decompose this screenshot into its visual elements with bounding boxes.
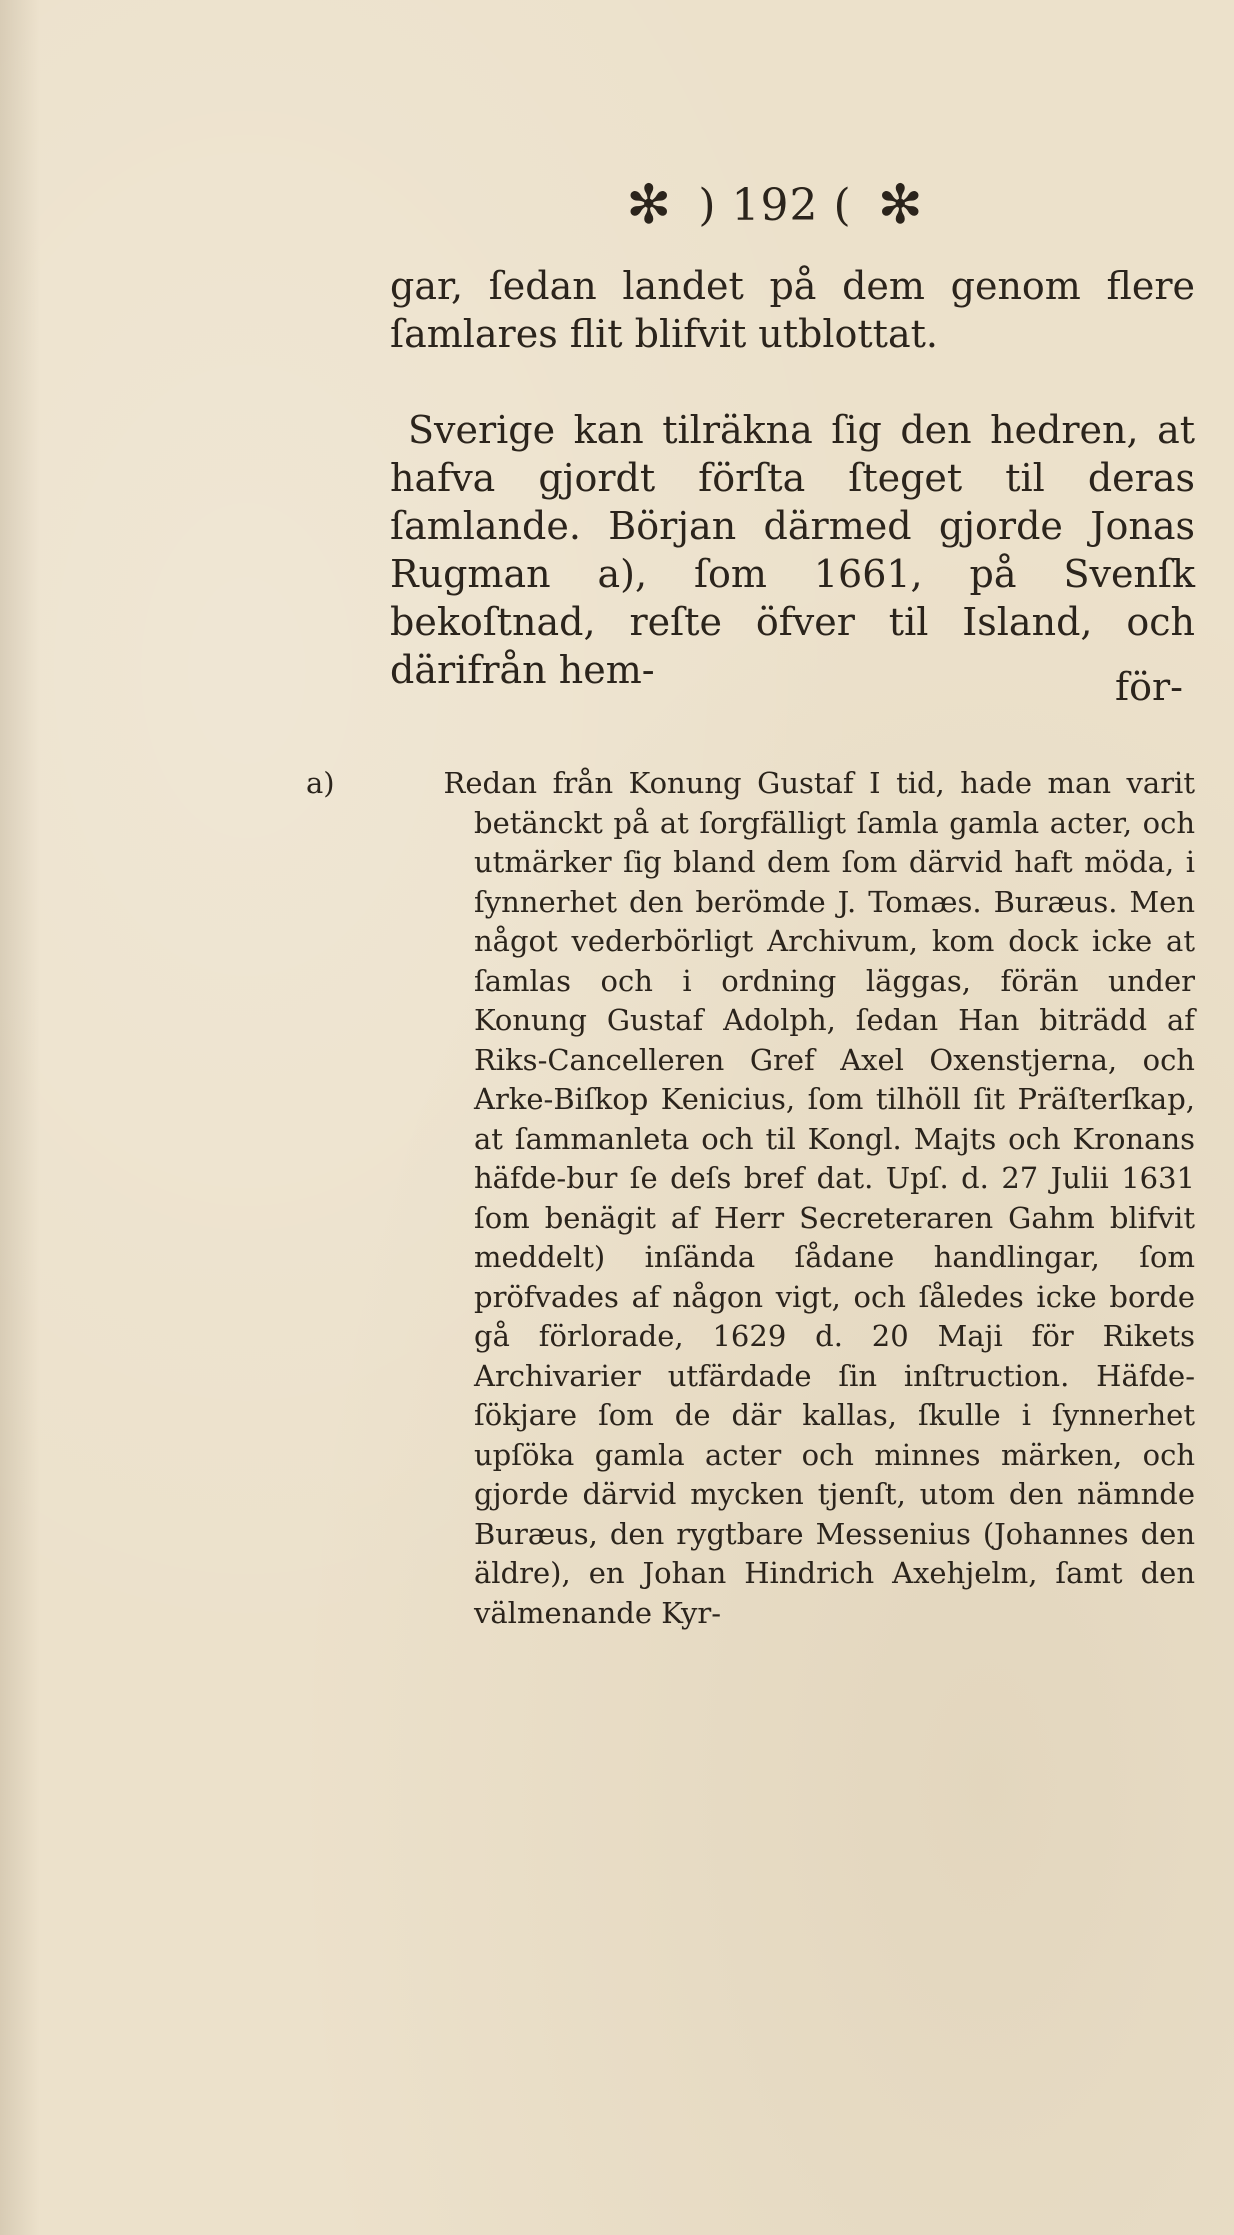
main-text [390, 262, 1195, 694]
footnote-body [306, 764, 1195, 1633]
left-ornament-icon: ✻ [626, 173, 673, 236]
right-ornament-icon: ✻ [877, 173, 924, 236]
footnote-text: Redan från Konung Gustaf I tid, hade man varit betänckt på at ſorgfälligt ſamla gamla acter, och utmärker ſig bland dem ſom därvid haft möda, i ſynnerhet den berömde J. Tomæs. Buræus. Men något vederbörligt Archivum, kom dock icke at ſamlas och i ordning läggas, förän under Konung Gustaf Adolph, ſedan Han biträdd af Riks-Cancelleren Gref Axel Oxenstjerna, och Arke-Biſkop Kenicius, ſom tilhöll ſit Präſterſkap, at ſammanleta och til Kongl. Majts och Kronans häfde-bur ſe deſs bref dat. Upſ. d. 27 Julii 1631 ſom benägit af Herr Secreteraren Gahm blifvit meddelt) inſända ſådane handlingar, ſom pröfvades af någon vigt, och ſåledes icke borde gå förlorade, 1629 d. 20 Maji för Rikets Archivarier utfärdade ſin inſtruction. Häfde-ſökjare ſom de där kallas, ſkulle i ſynnerhet upſöka gamla acter och minnes märken, och gjorde därvid mycken tjenſt, utom den nämnde Buræus, den rygtbare Messenius (Johannes den äldre), en Johan Hindrich Axehjelm, ſamt den välmenande Kyr- [443, 766, 1195, 1630]
footnote-marker: a) [306, 766, 335, 800]
main-paragraph-1: gar, ſedan landet på dem genom flere ſamlares flit blifvit utblottat. [390, 264, 1195, 356]
footnote [306, 764, 1195, 1633]
catchword: för- [1115, 665, 1183, 709]
page-spine-shadow [0, 0, 40, 2235]
page-header [540, 170, 1010, 240]
main-paragraph-2: Sverige kan tilräkna ſig den hedren, at hafva gjordt förſta ſteget til deras ſamlande. Början därmed gjorde Jonas Rugman a), ſom 1661, på Svenſk bekoſtnad, reſte öfver til Island, och därifrån hem- [390, 408, 1195, 692]
page-number: ) 192 ( [698, 179, 852, 231]
